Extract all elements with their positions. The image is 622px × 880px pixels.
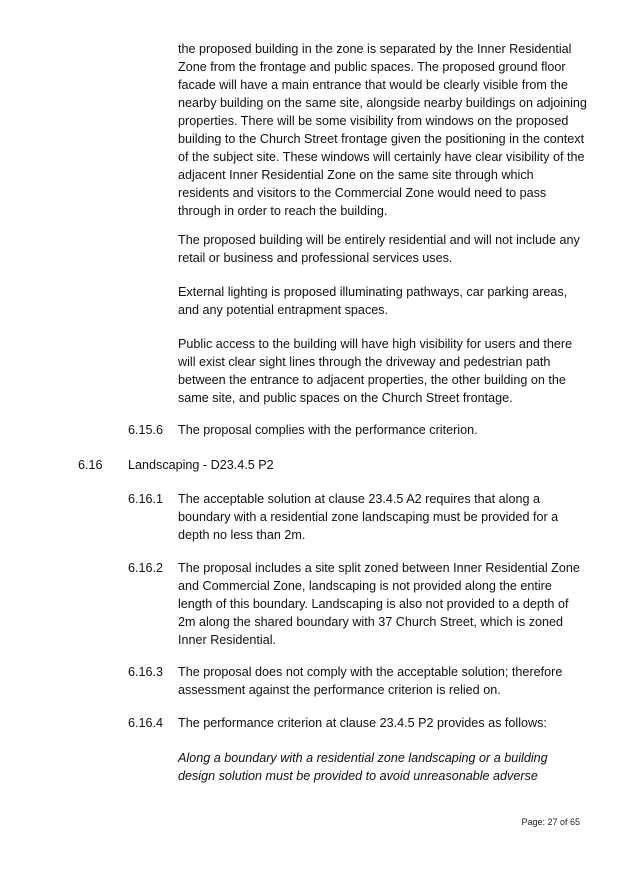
clause-number-6-15-6: 6.15.6	[128, 423, 164, 437]
quoted-criterion: Along a boundary with a residential zone landscaping or a building design solution must be provided to avoid unreasonable adverse	[178, 751, 548, 783]
clause-number-6-16-1: 6.16.1	[128, 492, 164, 506]
paragraph-public-access: Public access to the building will have high visibility for users and there will exist clear sight lines through the driveway and pedestrian path between the entrance to adjacent properties, the other building on the same site, and public spaces on the Church Street frontage.	[178, 337, 573, 405]
page-number: Page: 27 of 65	[521, 817, 580, 827]
paragraph-external-lighting: External lighting is proposed illuminating pathways, car parking areas, and any potential entrapment spaces.	[178, 285, 568, 317]
section-title: Landscaping - D23.4.5 P2	[128, 458, 274, 472]
clause-text-6-16-2: The proposal includes a site split zoned between Inner Residential Zone and Commercial Zone, landscaping is not provided along the entire length of this boundary. Landscaping is also not provided to a depth of 2m along the shared boundary with 37 Church Street, which is zoned Inner Residential.	[178, 561, 580, 647]
paragraph-continued: the proposed building in the zone is separated by the Inner Residential Zone from the frontage and public spaces. The proposed ground floor facade will have a main entrance that would be clearly visible from the nearby building on the same site, alongside nearby buildings on adjoining properties. There will be some visibility from windows on the proposed building to the Church Street frontage given the positioning in the context of the subject site. These windows will certainly have clear visibility of the adjacent Inner Residential Zone on the same site through which residents and visitors to the Commercial Zone would need to pass through in order to reach the building.	[178, 42, 587, 218]
paragraph-residential-use: The proposed building will be entirely residential and will not include any retail or business and professional services uses.	[178, 233, 580, 265]
clause-text-6-16-1: The acceptable solution at clause 23.4.5 A2 requires that along a boundary with a residential zone landscaping must be provided for a depth no less than 2m.	[178, 492, 559, 542]
clause-number-6-16-4: 6.16.4	[128, 716, 164, 730]
clause-text-6-16-4: The performance criterion at clause 23.4.5 P2 provides as follows:	[178, 716, 547, 730]
clause-text-6-15-6: The proposal complies with the performance criterion.	[178, 423, 478, 437]
section-number: 6.16	[78, 458, 103, 472]
clause-number-6-16-2: 6.16.2	[128, 561, 164, 575]
clause-number-6-16-3: 6.16.3	[128, 665, 164, 679]
clause-text-6-16-3: The proposal does not comply with the acceptable solution; therefore assessment against the performance criterion is relied on.	[178, 665, 563, 697]
